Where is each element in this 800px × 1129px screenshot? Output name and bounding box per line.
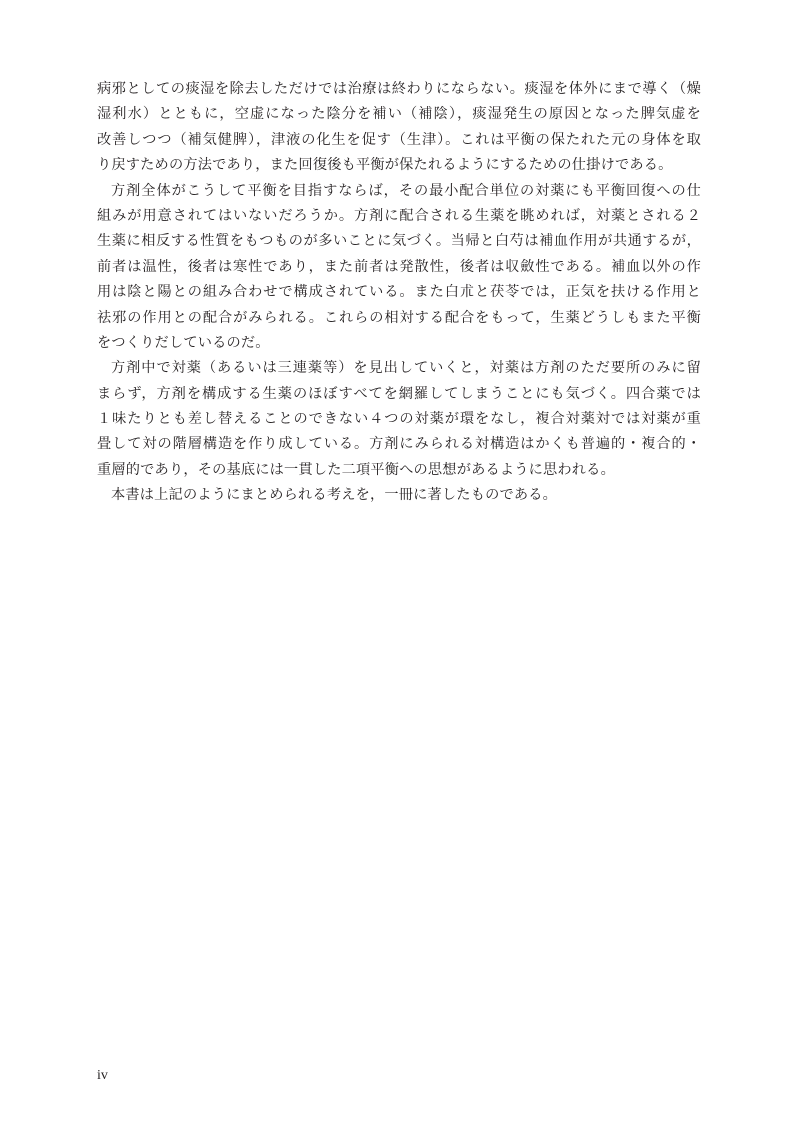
text-line: 用は陰と陽との組み合わせで構成されている。また白朮と茯苓では，正気を扶ける作用と [97,284,701,301]
text-line: 重層的であり，その基底には一貫した二項平衡への思想があるように思われる。 [97,461,615,478]
page-number: iv [97,1068,108,1083]
body-text [97,77,701,509]
text-line: 方剤全体がこうして平衡を目指すならば，その最小配合単位の対薬にも平衡回復への仕 [111,182,701,199]
text-line: 前者は温性，後者は寒性であり，また前者は発散性，後者は収斂性である。補血以外の作 [97,258,701,275]
text-line: 畳して対の階層構造を作り成している。方剤にみられる対構造はかくも普遍的・複合的・ [97,436,701,453]
text-line: 改善しつつ（補気健脾），津液の化生を促す（生津）。これは平衡の保たれた元の身体を取 [97,131,701,148]
text-line: 病邪としての痰湿を除去しただけでは治療は終わりにならない。痰湿を体外にまで導く（燥 [97,81,701,97]
text-line: り戻すための方法であり，また回復後も平衡が保たれるようにするための仕掛けである。 [97,157,673,174]
text-line: 本書は上記のようにまとめられる考えを，一冊に著したものである。 [111,487,558,504]
text-line: 祛邪の作用との配合がみられる。これらの相対する配合をもって，生薬どうしもまた平衡 [97,309,701,326]
text-line: 方剤中で対薬（あるいは三連薬等）を見出していくと，対薬は方剤のただ要所のみに留 [111,360,701,377]
text-line: をつくりだしているのだ。 [97,334,270,351]
text-line: 湿利水）とともに，空虚になった陰分を補い（補陰），痰湿発生の原因となった脾気虚を [97,106,701,123]
text-line: １味たりとも差し替えることのできない４つの対薬が環をなし，複合対薬対では対薬が重 [97,411,701,428]
text-line: まらず，方剤を構成する生薬のほぼすべてを網羅してしまうことにも気づく。四合薬では [97,385,701,402]
text-line: 組みが用意されてはいないだろうか。方剤に配合される生薬を眺めれば，対薬とされる２ [97,207,701,224]
text-line: 生薬に相反する性質をもつものが多いことに気づく。当帰と白芍は補血作用が共通するが， [97,233,701,250]
